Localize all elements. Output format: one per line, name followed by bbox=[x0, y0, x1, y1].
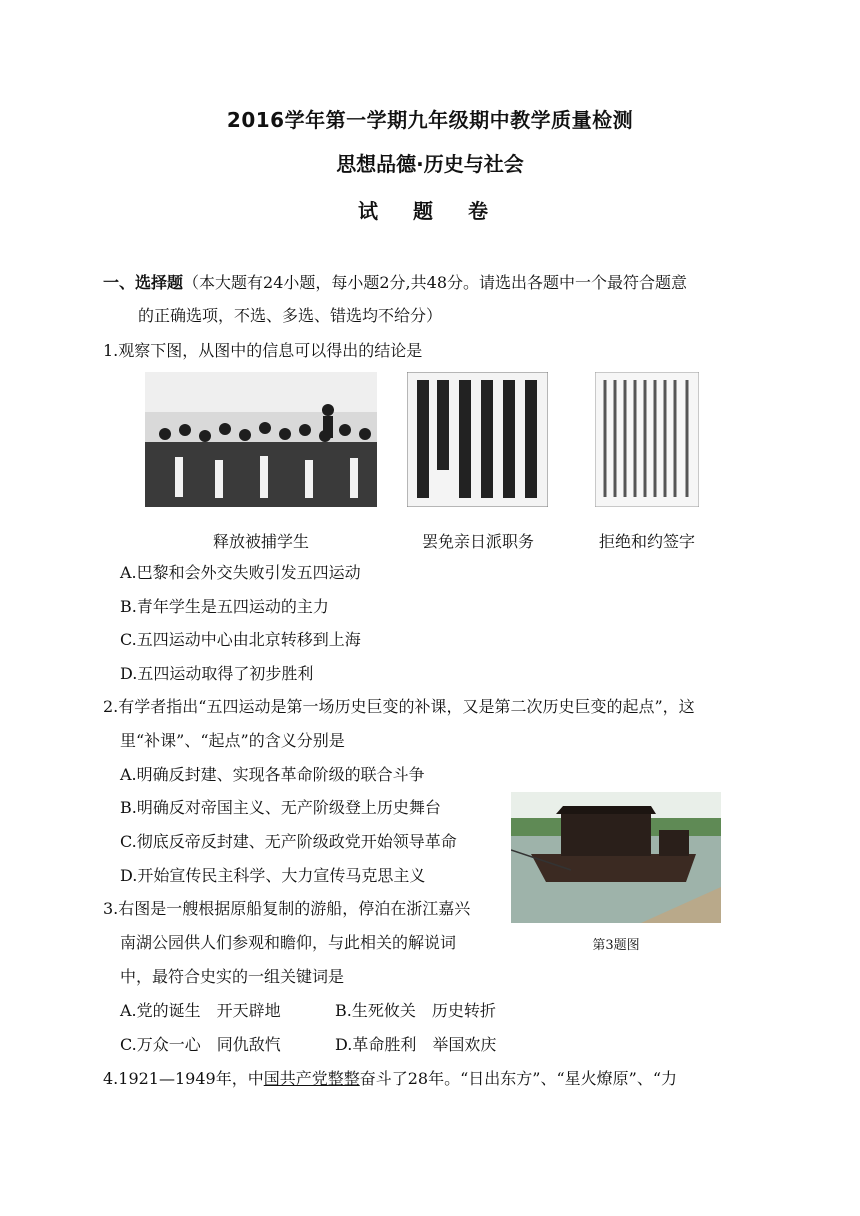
q3-stem-line1: 3.右图是一艘根据原船复制的游船，停泊在浙江嘉兴 bbox=[103, 899, 471, 918]
q2-stem-line1: 2.有学者指出“五四运动是第一场历史巨变的补课，又是第二次历史巨变的起点”，这 bbox=[103, 697, 695, 716]
q2-option-a: A.明确反封建、实现各革命阶级的联合斗争 bbox=[120, 765, 425, 784]
q3-option-b: B.生死攸关 历史转折 bbox=[335, 1001, 496, 1020]
q3-option-d: D.革命胜利 举国欢庆 bbox=[335, 1035, 497, 1054]
q4-stem bbox=[103, 1069, 677, 1089]
q4-stem-underlined: 国共产党整整 bbox=[263, 1069, 360, 1088]
q4-stem-post: 奋斗了28年。“日出东方”、“星火燎原”、“力 bbox=[359, 1069, 677, 1088]
q2-option-c: C.彻底反帝反封建、无产阶级政党开始领导革命 bbox=[120, 832, 457, 851]
q3-option-c: C.万众一心 同仇敌忾 bbox=[120, 1035, 281, 1054]
q4-stem-pre: 4.1921—1949年，中 bbox=[103, 1069, 264, 1088]
section-instructions bbox=[103, 273, 687, 293]
q2-option-b: B.明确反对帝国主义、无产阶级登上历史舞台 bbox=[120, 798, 441, 817]
q1-caption-1: 释放被捕学生 bbox=[212, 532, 309, 551]
q3-stem-line2: 南湖公园供人们参观和瞻仰，与此相关的解说词 bbox=[120, 933, 457, 952]
q2-stem-line2: 里“补课”、“起点”的含义分别是 bbox=[120, 731, 345, 750]
exam-subtitle: 思想品德·历史与社会 bbox=[336, 152, 524, 176]
q1-newspaper-refuse-sign bbox=[595, 372, 699, 507]
q3-stem-line3: 中，最符合史实的一组关键词是 bbox=[120, 967, 345, 986]
q1-option-c: C.五四运动中心由北京转移到上海 bbox=[120, 630, 361, 649]
q1-stem: 1.观察下图，从图中的信息可以得出的结论是 bbox=[103, 341, 423, 360]
q1-photo-students bbox=[145, 372, 377, 507]
q1-newspaper-dismissal bbox=[407, 372, 548, 507]
section-instructions-line1: （本大题有24小题，每小题2分,共48分。请选出各题中一个最符合题意 bbox=[183, 273, 688, 292]
q1-option-d: D.五四运动取得了初步胜利 bbox=[120, 664, 314, 683]
q1-option-a: A.巴黎和会外交失败引发五四运动 bbox=[120, 563, 361, 582]
q3-figure-caption: 第3题图 bbox=[592, 938, 640, 953]
q3-option-a: A.党的诞生 开天辟地 bbox=[120, 1001, 281, 1020]
exam-title: 2016学年第一学期九年级期中教学质量检测 bbox=[226, 108, 634, 132]
q1-option-b: B.青年学生是五四运动的主力 bbox=[120, 597, 329, 616]
section-heading: 一、选择题 bbox=[103, 273, 184, 292]
exam-paper-label: 试 题 卷 bbox=[358, 199, 502, 223]
q3-boat-photo bbox=[511, 792, 721, 923]
q1-caption-3: 拒绝和约签字 bbox=[598, 532, 695, 551]
q2-option-d: D.开始宣传民主科学、大力宣传马克思主义 bbox=[120, 866, 426, 885]
section-instructions-line2: 的正确选项，不选、多选、错选均不给分） bbox=[138, 306, 443, 325]
q1-caption-2: 罢免亲日派职务 bbox=[421, 532, 534, 551]
